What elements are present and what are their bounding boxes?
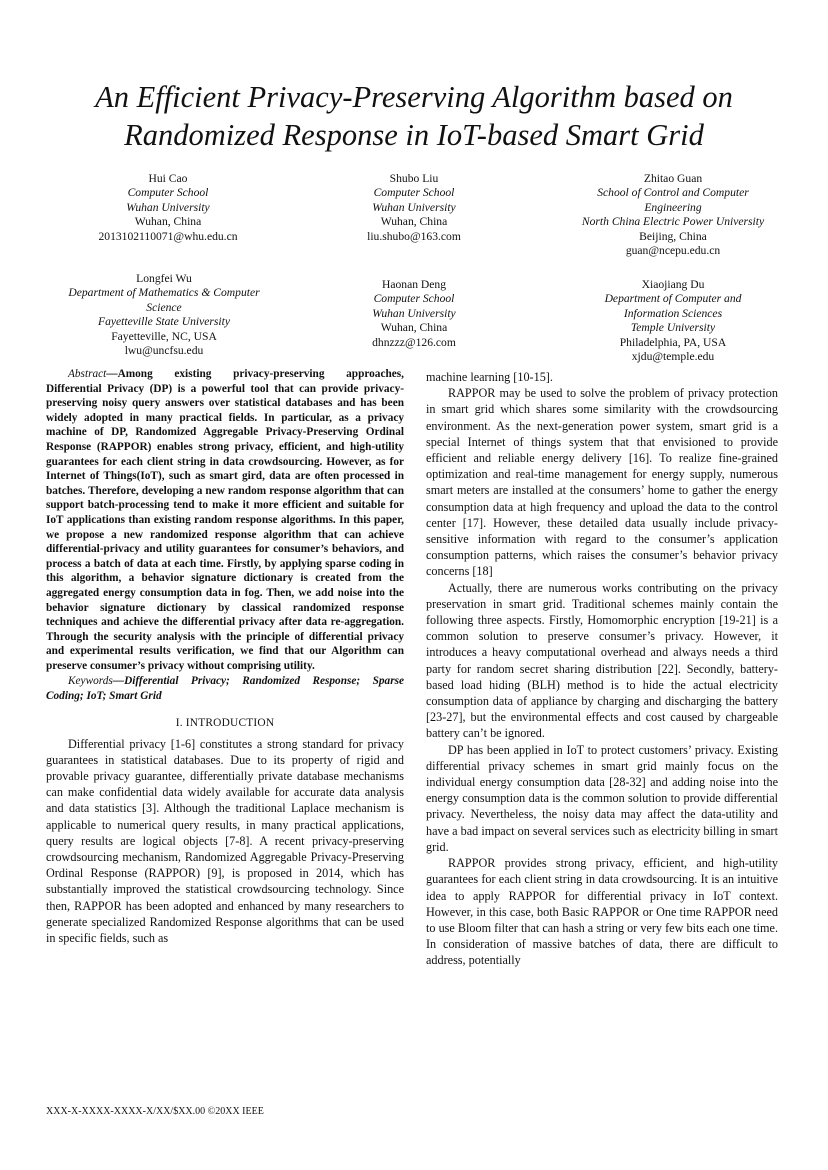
author-block-2 (304, 172, 524, 244)
author-department: Department of Computer and (604, 292, 742, 306)
author-email: 2013102110071@whu.edu.cn (98, 229, 238, 243)
intro-paragraph-1: Differential privacy [1-6] constitutes a strong standard for privacy guarantees in statistical databases. Due to its property of rigid and provable privacy guarantee, differentially private database mechanisms can make confidential data widely available for accurate data analysis and data statistics [3]. Although the traditional Laplace mechanism is applicable to numerical query results, in many practical applications, query results are logical objects [7-8]. A recent privacy-preserving crowdsourcing mechanism, Randomized Aggregable Privacy-Preserving Ordinal Response (RAPPOR) [9], is proposed in 2014, which has substantially improved the statistical crowdsourcing technology. Since then, RAPPOR has been adopted and enhanced by many researchers to generate specialized Randomized Response algorithms that can be used in specific fields, such as (46, 736, 404, 946)
author-institution: Fayetteville State University (98, 315, 230, 329)
author-block-1 (58, 172, 278, 244)
author-name: Haonan Deng (381, 278, 447, 291)
intro-paragraph-dp-iot: DP has been applied in IoT to protect customers’ privacy. Existing differential privacy schemes in smart grid mainly focus on the individual energy consumption data [28-32] and adding noise into the energy consumption data is the common solution to provide differential privacy. Nevertheless, the noisy data may affect the data-utility and have a bad impact on several services such as electricity billing in smart grid. (426, 742, 778, 854)
copyright-footer: XXX-X-XXXX-XXXX-X/XX/$XX.00 ©20XX IEEE (46, 1106, 264, 1117)
author-location: Fayetteville, NC, USA (111, 329, 217, 343)
title-line-2: Randomized Response in IoT-based Smart Grid (124, 118, 704, 152)
abstract-label: Abstract (68, 368, 107, 380)
keywords (46, 674, 404, 703)
author-department: School of Control and Computer (597, 186, 749, 200)
author-location: Wuhan, China (380, 321, 448, 335)
author-department: Department of Mathematics & Computer (68, 286, 260, 300)
author-department: Computer School (127, 186, 209, 200)
author-institution: Temple University (630, 321, 716, 335)
author-location: Philadelphia, PA, USA (619, 335, 727, 349)
author-email: xjdu@temple.edu (631, 350, 715, 364)
intro-paragraph-existing-works: Actually, there are numerous works contributing on the privacy preservation in smart grid. Traditional schemes mainly contain the following three aspects. Firstly, Homomorphic encryption [19-21] is a common solution to preserve consumer’s privacy. However, it introduces a heavy computational overhead and always needs a third party for random secret sharing distribution [22]. Secondly, battery-based load hiding (BLH) method is to hide the actual electricity consumption data of appliance by charging and discharging the battery [23-27], but the environmental effects and cost caused by chargeable battery can’t be ignored. (426, 580, 778, 741)
abstract-dash: — (106, 368, 118, 380)
intro-paragraph-rappor-smart-grid: RAPPOR may be used to solve the problem of privacy protection in smart grid which shares some similarity with the crowdsourcing environment. As the next-generation power system, smart grid is a special Internet of things system that that envisioned to provide efficient and reliable energy delivery [16]. To realize fine-grained optimization and real-time management for energy supply, numerous smart meters are installed at the consumers’ home to gather the energy consumption data at high frequency and upload the data to the control center [17]. However, these detailed data usually include privacy-sensitive information with regard to the consumer’s application consumption patterns, which raises the consumer’s behavior privacy concerns [18] (426, 386, 778, 579)
author-institution: Wuhan University (372, 200, 456, 214)
author-email: dhnzzz@126.com (372, 335, 456, 349)
author-block-4 (44, 272, 284, 358)
author-department-cont: Science (146, 300, 182, 314)
author-location: Beijing, China (639, 229, 707, 243)
author-name: Xiaojiang Du (641, 278, 705, 291)
author-institution: Wuhan University (126, 200, 210, 214)
intro-paragraph-rappor-guarantees: RAPPOR provides strong privacy, efficient, and high-utility guarantees for each client string in data crowdsourcing. It is an intuitive idea to apply RAPPOR for differential privacy in IoT context. However, in this case, both Basic RAPPOR or One time RAPPOR need to use Bloom filter that can hash a string or very few bits each one time. In consideration of massive batches of data, there are difficult to address, potentially (426, 856, 778, 968)
author-institution: North China Electric Power University (581, 215, 765, 229)
author-department: Computer School (373, 186, 455, 200)
left-column (46, 367, 404, 946)
author-location: Wuhan, China (380, 215, 448, 229)
author-department: Computer School (373, 292, 455, 306)
abstract (46, 367, 404, 673)
title-line-1: An Efficient Privacy-Preserving Algorithm based on (95, 80, 733, 114)
right-column (426, 369, 778, 969)
author-block-3 (560, 172, 786, 258)
author-location: Wuhan, China (134, 215, 202, 229)
paper-title (30, 78, 798, 154)
author-email: lwu@uncfsu.edu (124, 344, 204, 358)
author-name: Shubo Liu (389, 172, 439, 185)
keywords-label: Keywords (68, 675, 113, 688)
author-department-cont: Engineering (644, 200, 702, 214)
author-name: Longfei Wu (136, 272, 192, 285)
author-name: Hui Cao (148, 172, 188, 185)
author-department-cont: Information Sciences (623, 306, 723, 320)
section-heading-introduction: I. INTRODUCTION (175, 716, 275, 729)
author-block-6 (560, 278, 786, 364)
keywords-text: —Differential Privacy; Randomized Response; Sparse Coding; IoT; Smart Grid (46, 675, 404, 703)
author-email: guan@ncepu.edu.cn (625, 244, 721, 258)
author-name: Zhitao Guan (643, 172, 703, 185)
intro-paragraph-continued: machine learning [10-15]. (426, 370, 553, 384)
abstract-text: Among existing privacy-preserving approaches, Differential Privacy (DP) is a powerful tool that can provide privacy-preserving noisy query answers over statistical databases and has been widely adopted in many practical fields. In particular, as a privacy machine of DP, Randomized Aggregable Privacy-Preserving Ordinal Response (RAPPOR) enables strong privacy, efficient, and high-utility guarantees for each client string in data crowdsourcing. However, as for Internet of Things(IoT), such as smart gird, data are often processed in batches. Therefore, developing a new random response algorithm that can support batch-processing tend to make it more efficient and suitable for IoT applications than existing random response algorithms. In this paper, we propose a new randomized response algorithm that can achieve differential-privacy and utility guarantees for consumer’s behaviors, and process a batch of data at each time. Firstly, by applying sparse coding in this algorithm, a behavior signature dictionary is created from the aggregated energy consumption data in fog. Then, we add noise into the behavior signature dictionary by classical randomized response techniques and achieve the differential privacy after data re-aggregation. Through the security analysis with the principle of differential privacy and experimental results verification, we find that our Algorithm can preserve consumer’s privacy without comprising utility. (46, 368, 404, 672)
author-email: liu.shubo@163.com (367, 229, 461, 243)
author-institution: Wuhan University (372, 306, 456, 320)
author-block-5 (304, 278, 524, 350)
